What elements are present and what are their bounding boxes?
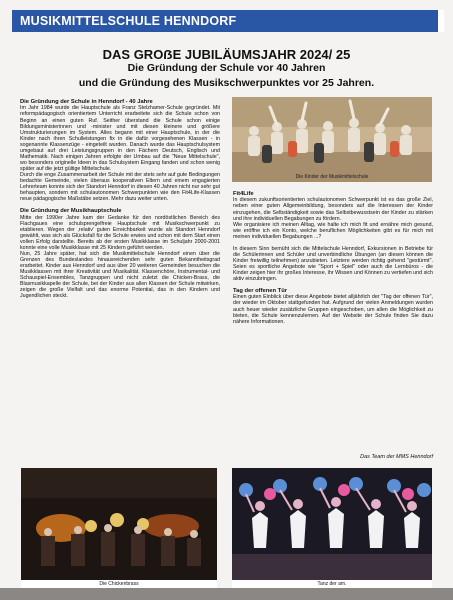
section2-paragraph-b: Nun, 25 Jahre später, hat sich die Musikmittelschule Henndorf einen über die Grenzen des Bundeslandes hinausreichenden sehr guten Bekanntheitsgrad erarbeitet. Kinder aus Henndorf und aus über 20 weiteren Gemeinden besuchen die Musikklassen mit ihrer Kreativität und Musikalität. Klassenchöre, Instrumental- und Schauspiel-Ensembles, Tanzgruppen und nicht zuletzt die Chicken-Brass, die Blasmusikkapelle der Schule, bei der Kinder aus allen Klassen der Schule mitwirken, zeigen die große Vielfalt und das enorme Potential, das in den Kindern und Jugendlichen steckt. [20,250,220,300]
section1-heading: Die Gründung der Schule in Henndorf - 40 Jahre [20,99,153,105]
section3-paragraph-b: Wie organisiere ich meinen Alltag, wie halte ich mich fit und ernähre mich gesund, wie eröffne ich ein Konto, welche beruflichen Möglichkeiten gibt es für mich mit meinen individuellen Begabungen ...? [233,221,433,240]
photo-chickenbrass [21,468,217,588]
section2-paragraph-a: Mitte der 1990er Jahre kam der Gedanke für den nordöstlichen Bereich des Flachgaues eine schulsprengelfreie Hauptschule mit Musikschwerpunkt zu etablieren. Wegen der ‚relativ' guten Erreichbarkeit wurde als Standort Henndorf gewählt, was sich als Glücksfall für die Schule erwies und schon mit dem Start einen vollen Erfolg darstellte. Bereits ab der ersten Musikklasse im Schuljahr 2000-2001 konnte eine volle Musikklasse mit 25 Kindern geführt werden. [20,214,220,251]
bottom-strip [0,588,453,600]
article-subtitle-1: Die Gründung der Schule vor 40 Jahren [127,62,326,74]
photo-dance [232,468,432,588]
section1-paragraph-a: Im Jahr 1984 wurde die Hauptschule als Franz Stelzhamer-Schule gegründet. Mit reformpädagogisch orientiertem Unterricht erarbeitete sich die Schule schon von Beginn an einen guten Ruf. Seither überstand die Schule schon einige Bildungsministerinnen und -minister und mit diesen kleinere und größere Umstrukturierungen im System. Alles begann mit einer Hauptschule, in der die Kinder nach ihren Schulleistungen fix in die dafür vorgesehenen Klassen - in sogenannte Klassenzüge - eingeteilt wurden. Danach wurde das Hauptschulsystem umgebaut auf drei Leistungsgruppen in den Fächern Deutsch, Englisch und Mathematik. Nach einigen Jahren erfolgte der Umbau auf die "Neue Mittelschule", wo besonders originelle Ideen in das Schulsystem Eingang fanden und schon wenig später auf die jetzt gültige Mittelschule. [20,105,220,172]
section3-heading: Fit4Life [233,191,254,197]
header-edge [438,10,444,32]
section4-heading: Tag der offenen Tür [233,288,287,295]
article-title: DAS GROẞE JUBILÄUMSJAHR 2024/ 25 [102,47,351,62]
photo-caption-dance: Tanz der am. [232,580,432,588]
school-header-bar [12,10,444,32]
section4-paragraph: Einen guten Einblick über diese Angebote bietet alljährlich der "Tag der offenen Tür", der wieder im Oktober stattgefunden hat. Aufgrund der vielen Anmeldungen wurden auch heuer wieder zusätzliche Gruppen eingeschoben, um allen die Möglichkeit zu bieten, die Schule kennenzulernen. Auf der Website der Schule finden Sie dazu nähere Informationen. [233,294,433,325]
school-name: MUSIKMITTELSCHULE HENNDORF [20,14,237,28]
photo-caption-chickenbrass: Die Chickenbrass [21,580,217,588]
article-subtitle-2: und die Gründung des Musikschwerpunktes vor 25 Jahren. [78,77,375,89]
section3-paragraph-a: In diesem zukunftsorientierten schulautonomen Schwerpunkt ist es das große Ziel, neben einer guten Allgemeinbildung, besonders auf die Interessen der Kinder einzugehen, die Selbständigkeit sowie das Selbstbewusstsein der Kinder zu stärken und ihre individuellen Begabungen zu fördern. [233,197,433,222]
section1-paragraph-b: Durch die enge Zusammenarbeit der Schule mit der stets sehr auf gute Bedingungen bedachte Gemeinde, vielen überaus kooperativen Eltern und einem engagierten Lehrerteam konnte sich der Standort Henndorf in diesen 40 Jahren nicht nur sehr gut behaupten, sondern mit schulautonomen Schwerpunkten wie den Fit4Life-Klassen neue pädagogische Maßstäbe setzen. Mehr dazu weiter unten. [20,171,220,203]
section3-paragraph-c: In diesem Sinn bemüht sich die Mittelschule Henndorf, Exkursionen in Betriebe für die Schülerinnen und Schüler und unverbindliche Übungen (an diesen können die Kinder freiwillig teilnehmen) anzubieten. Letztere werden richtig gehend "gestürmt". Seien es sportliche Angebote wie "Sport + Spiel" oder auch die Lernbüros - die Kinder zeigen hier ihr großes Interesse, ihr Wissen und Können zu vertiefen und sich aktiv einzubringen. [233,245,433,282]
photo-students-group [232,97,432,182]
right-column [233,191,433,325]
left-column [20,99,220,299]
photo-caption-top: Die Kinder der Musikmittelschule [295,174,369,180]
section2-heading: Die Gründung der Musikhauptschule [20,208,122,215]
signature: Das Team der MMS Henndorf [360,454,433,460]
